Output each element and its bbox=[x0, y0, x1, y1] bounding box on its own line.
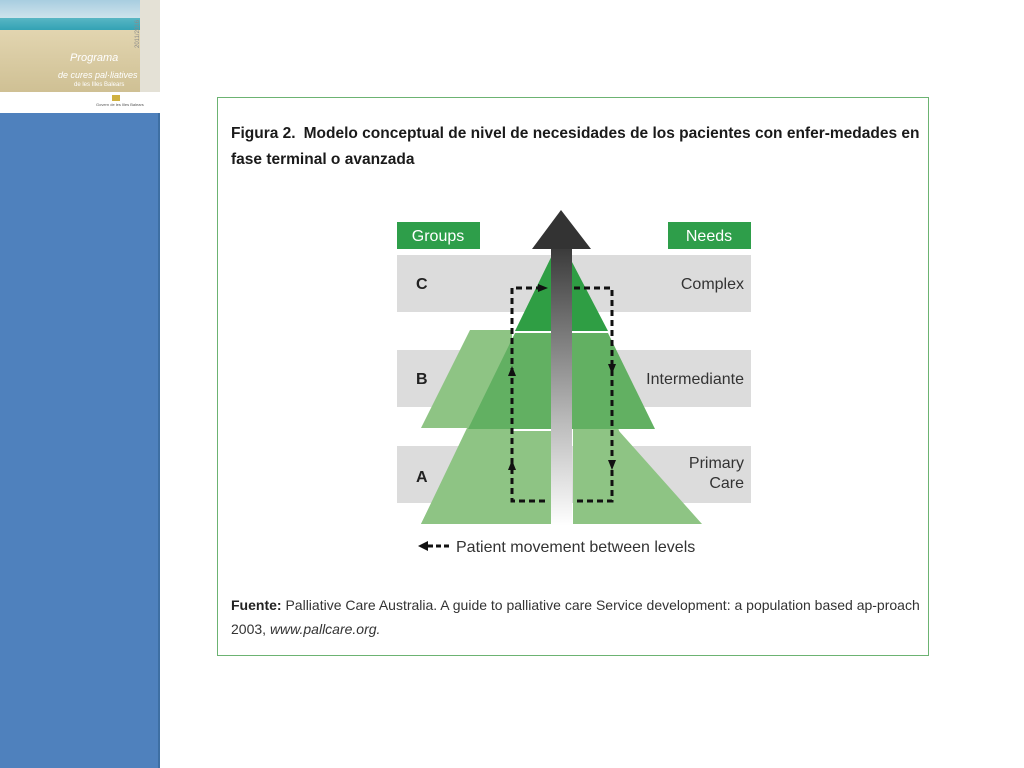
source-text: Palliative Care Australia. A guide to palliative care Service development: a population based ap-proach 2003, bbox=[231, 597, 920, 637]
source-label: Fuente: bbox=[231, 597, 282, 613]
cover-image bbox=[0, 0, 160, 113]
central-arrow-head bbox=[532, 210, 591, 249]
legend-text: Patient movement between levels bbox=[456, 539, 696, 556]
cover-title-line2: de cures pal·liatives bbox=[58, 70, 138, 80]
group-label-c: C bbox=[416, 276, 428, 293]
legend-arrow-icon bbox=[418, 541, 428, 551]
pyramid-diagram bbox=[218, 98, 930, 657]
cover-years: 2011/2016 bbox=[135, 20, 141, 48]
source-url: www.pallcare.org. bbox=[269, 621, 381, 637]
cover-government: Govern de les Illes Balears bbox=[96, 102, 144, 107]
groups-header: Groups bbox=[411, 228, 465, 245]
need-label-intermediate: Intermediante bbox=[646, 371, 744, 388]
cover-side-strip bbox=[140, 0, 160, 92]
government-logo-icon bbox=[112, 95, 120, 101]
group-label-a: A bbox=[416, 469, 428, 486]
figure-box bbox=[217, 97, 929, 656]
need-label-care: Care bbox=[709, 475, 744, 492]
figure-source bbox=[231, 593, 921, 641]
need-label-complex: Complex bbox=[680, 276, 744, 293]
cover-title-line3: de les Illes Balears bbox=[74, 82, 125, 88]
figure-number: Figura 2. bbox=[231, 125, 296, 142]
left-sidebar bbox=[0, 113, 160, 768]
legend bbox=[418, 539, 695, 556]
central-arrow-shaft bbox=[551, 238, 572, 526]
cover-title-line1: Programa bbox=[70, 52, 119, 64]
need-label-primary: Primary bbox=[688, 455, 744, 472]
group-label-b: B bbox=[416, 371, 428, 388]
figure-title-text: Modelo conceptual de nivel de necesidades de los pacientes con enfer-medades en fase terminal o avanzada bbox=[231, 125, 920, 168]
needs-header: Needs bbox=[685, 228, 733, 245]
